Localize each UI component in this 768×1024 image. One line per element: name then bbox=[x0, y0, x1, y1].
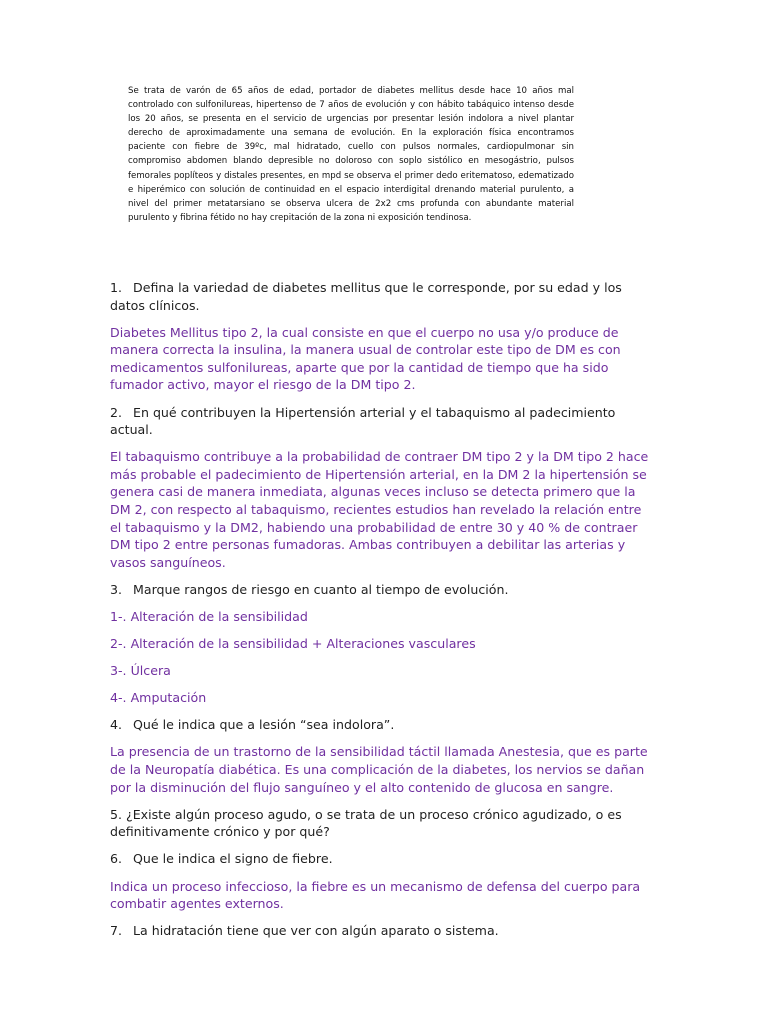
clinical-case-text: Se trata de varón de 65 años de edad, portador de diabetes mellitus desde hace 10 años mal controlado con sulfonilureas, hipertenso de 7 años de evolución y con hábito tabáquico intenso desde los 20 años, se presenta en el servicio de urgencias por presentar lesión indolora a nivel plantar derecho de aproximadamente una semana de evolución. En la exploración física encontramos paciente con fiebre de 39ºc, mal hidratado, cuello con pulsos normales, cardiopulmonar sin compromiso abdomen blando depresible no doloroso con soplo sistólico en mesogástrio, pulsos femorales poplíteos y distales presentes, en mpd se observa el primer dedo eritematoso, edematizado e hiperémico con solución de continuidad en el espacio interdigital drenando material purulento, a nivel del primer metatarsiano se observa ulcera de 2x2 cms profunda con abundante material purulento y fibrina fétido no hay crepitación de la zona ni exposición tendinosa. bbox=[128, 86, 574, 223]
question-text: Defina la variedad de diabetes mellitus que le corresponde, por su edad y los datos clínicos. bbox=[110, 280, 622, 313]
question-text: La hidratación tiene que ver con algún aparato o sistema. bbox=[133, 923, 499, 939]
risk-item-1: 1-. Alteración de la sensibilidad bbox=[110, 609, 308, 624]
question-3 bbox=[110, 581, 650, 599]
question-text: Qué le indica que a lesión “sea indolora”. bbox=[133, 717, 395, 733]
question-5 bbox=[110, 806, 650, 841]
question-number: 1. bbox=[110, 280, 123, 295]
question-6 bbox=[110, 850, 650, 868]
answer-4: La presencia de un trastorno de la sensibilidad táctil llamada Anestesia, que es parte de la Neuropatía diabética. Es una complicación de la diabetes, los nervios se dañan por la disminución del flujo sanguíneo y el alto contenido de glucosa en sangre. bbox=[110, 744, 648, 795]
answer-6: Indica un proceso infeccioso, la fiebre es un mecanismo de defensa del cuerpo para combatir agentes externos. bbox=[110, 878, 641, 912]
question-text: En qué contribuyen la Hipertensión arterial y el tabaquismo al padecimiento actual. bbox=[110, 404, 616, 438]
question-text: ¿Existe algún proceso agudo, o se trata de un proceso crónico agudizado, o es definitivamente crónico y por qué? bbox=[110, 806, 622, 840]
question-number: 6. bbox=[110, 851, 123, 867]
question-text: Que le indica el signo de fiebre. bbox=[133, 851, 333, 867]
question-number: 3. bbox=[110, 581, 123, 597]
questions-section bbox=[110, 279, 650, 949]
answer-1: Diabetes Mellitus tipo 2, la cual consiste en que el cuerpo no usa y/o produce de manera correcta la insulina, la manera usual de controlar este tipo de DM es con medicamentos sulfonilureas, aparte que por la cantidad de tiempo que ha sido fumador activo, mayor el riesgo de la DM tipo 2. bbox=[110, 324, 621, 393]
risk-item-3: 3-. Úlcera bbox=[110, 663, 171, 679]
risk-item-4: 4-. Amputación bbox=[110, 690, 207, 706]
question-number: 2. bbox=[110, 404, 123, 420]
question-4 bbox=[110, 716, 650, 734]
question-2 bbox=[110, 404, 650, 439]
question-number: 5. bbox=[110, 806, 123, 822]
question-7 bbox=[110, 922, 650, 940]
question-number: 4. bbox=[110, 717, 123, 733]
risk-item-2: 2-. Alteración de la sensibilidad + Alteraciones vasculares bbox=[110, 636, 476, 652]
question-text: Marque rangos de riesgo en cuanto al tiempo de evolución. bbox=[133, 581, 509, 597]
question-1 bbox=[110, 279, 650, 314]
question-number: 7. bbox=[110, 923, 123, 939]
answer-2: El tabaquismo contribuye a la probabilidad de contraer DM tipo 2 y la DM tipo 2 hace más probable el padecimiento de Hipertensión arterial, en la DM 2 la hipertensión se genera casi de manera inmediata, algunas veces incluso se detecta primero que la DM 2, con respecto al tabaquismo, recientes estudios han revelado la relación entre el tabaquismo y la DM2, habiendo una probabilidad de entre 30 y 40 % de contraer DM tipo 2 entre personas fumadoras. Ambas contribuyen a debilitar las arterias y vasos sanguíneos. bbox=[110, 449, 649, 570]
